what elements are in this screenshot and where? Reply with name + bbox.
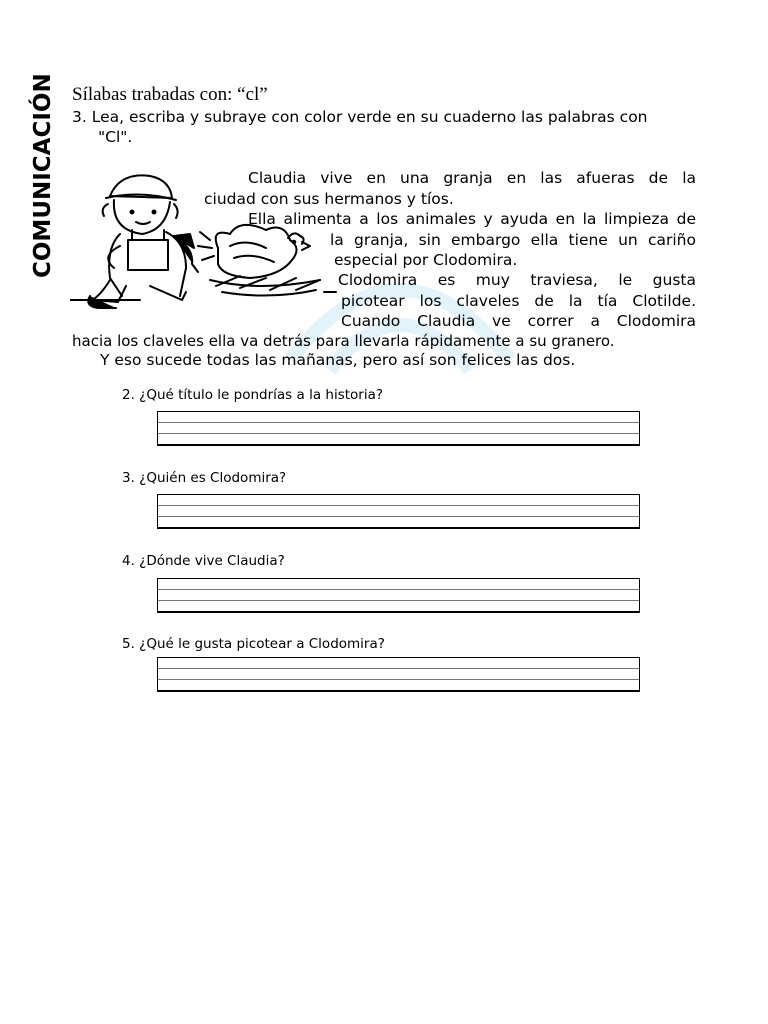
story-line: Cuando Claudia ve correr a Clodomira <box>341 312 696 330</box>
question-2: 2. ¿Qué título le pondrías a la historia? <box>122 387 384 403</box>
story-line: Claudia vive en una granja en las afueras de la <box>248 169 696 187</box>
instruction-text: 3. Lea, escriba y subraye con color verde en su cuaderno las palabras con <box>72 108 648 126</box>
question-4: 4. ¿Dónde vive Claudia? <box>122 553 285 569</box>
page-title: Sílabas trabadas con: “cl” <box>72 84 268 105</box>
story-line: especial por Clodomira. <box>334 251 518 269</box>
story-line: hacia los claveles ella va detrás para llevarla rápidamente a su granero. <box>72 332 615 350</box>
answer-lines-question-2[interactable] <box>157 411 640 445</box>
story-line: Y eso sucede todas las mañanas, pero así son felices las dos. <box>100 351 576 369</box>
answer-lines-question-5[interactable] <box>157 657 640 691</box>
question-3: 3. ¿Quién es Clodomira? <box>122 470 287 486</box>
story-line: picotear los claveles de la tía Clotilde. <box>341 292 696 310</box>
story-line: Clodomira es muy traviesa, le gusta <box>338 271 696 289</box>
story-line: la granja, sin embargo ella tiene un cariño <box>330 231 696 249</box>
answer-lines-question-3[interactable] <box>157 494 640 528</box>
story-line: ciudad con sus hermanos y tíos. <box>204 190 454 208</box>
instruction-text-continued: "Cl". <box>98 128 133 146</box>
subject-side-label: COMUNICACIÓN <box>30 73 56 278</box>
question-5: 5. ¿Qué le gusta picotear a Clodomira? <box>122 636 385 652</box>
story-line: Ella alimenta a los animales y ayuda en la limpieza de <box>248 210 696 228</box>
answer-lines-question-4[interactable] <box>157 578 640 612</box>
